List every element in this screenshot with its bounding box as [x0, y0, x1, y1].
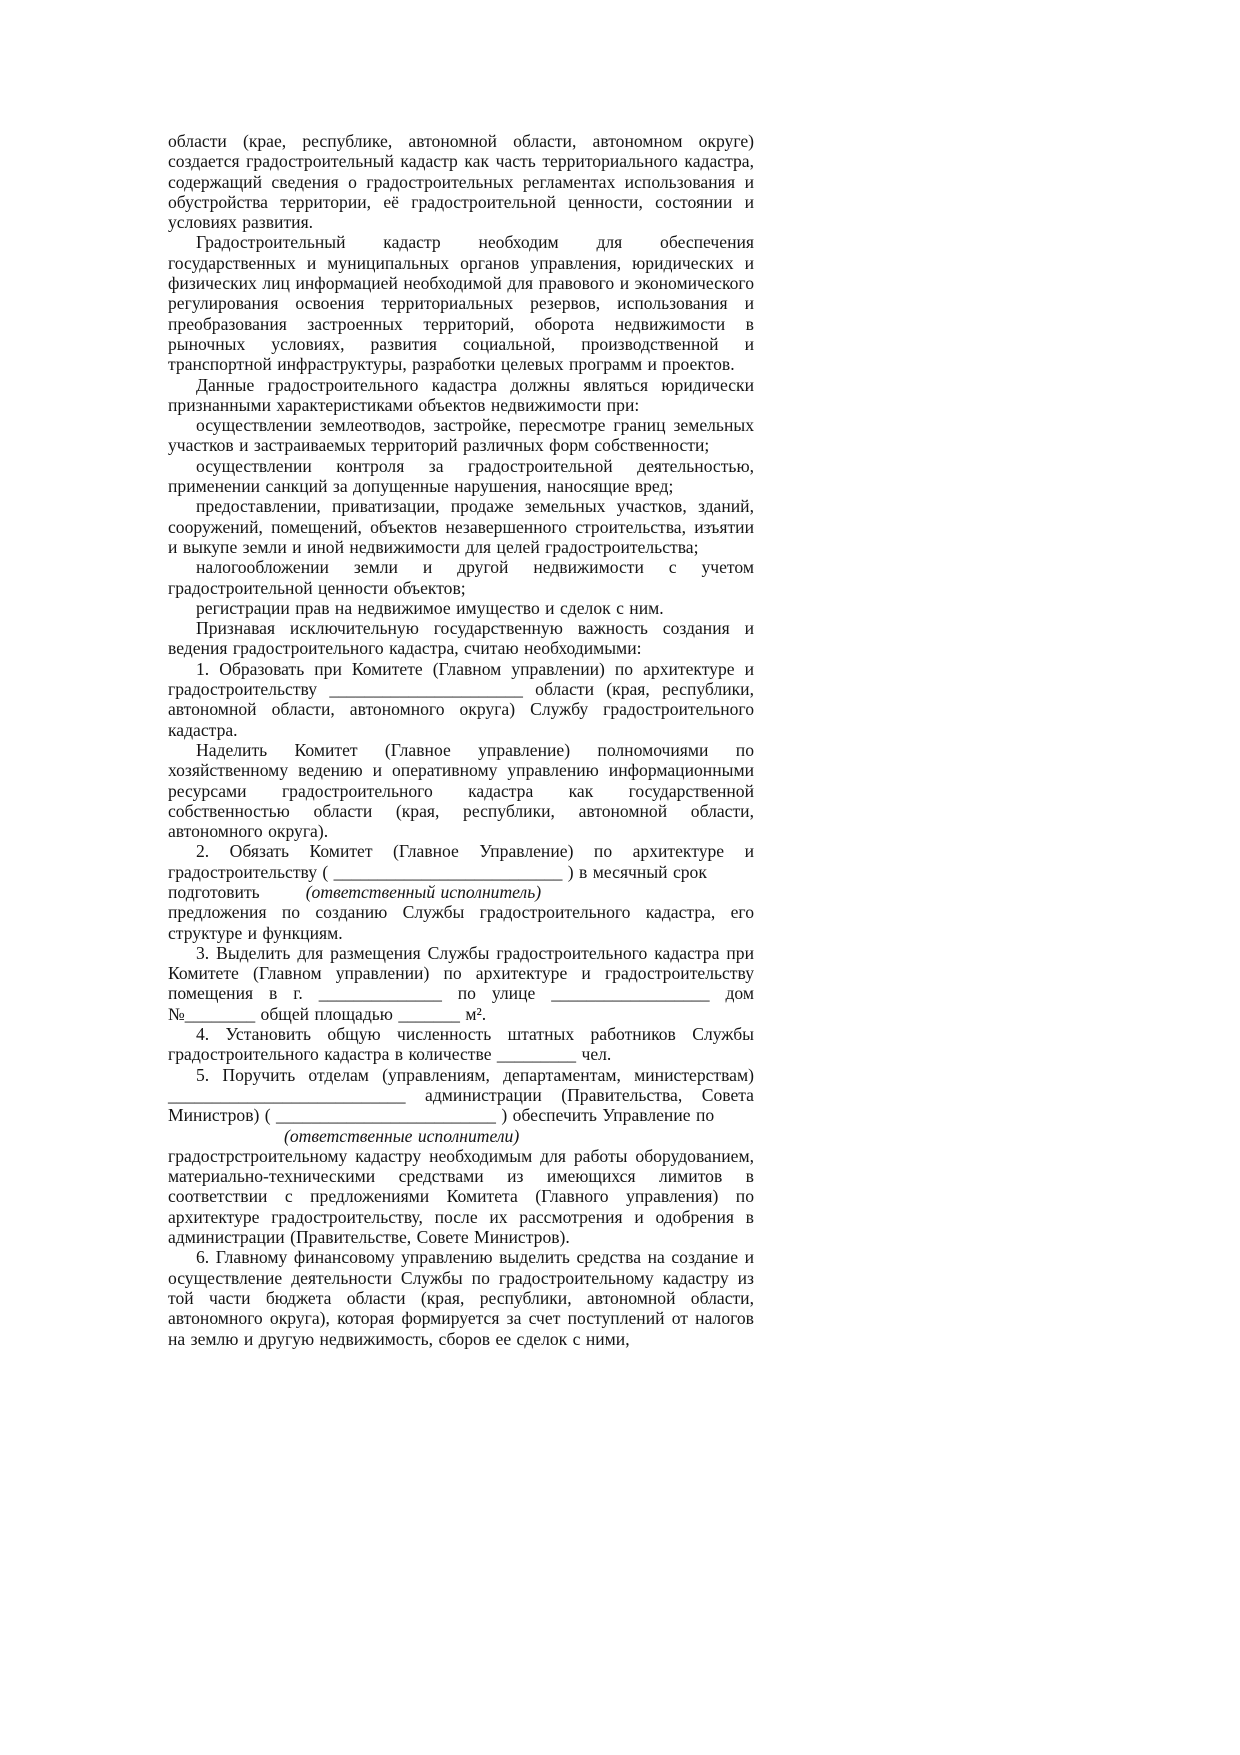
paragraph-list-item-2: осуществлении контроля за градостроительной деятельностью, применении санкций за допущенные нарушения, наносящие вред; [168, 455, 754, 497]
paragraph-item-2-continuation: предложения по созданию Службы градостроительного кадастра, его структуре и функциям. [168, 902, 754, 943]
paragraph-list-item-5: регистрации прав на недвижимое имущество и сделок с ним. [196, 597, 664, 618]
paragraph-item-1: 1. Образовать при Комитете (Главном управлении) по архитектуре и градостроительству ______________________ области (края, республики, автономной области, автономного округа) Службу градостроительного кадастра. [168, 658, 754, 740]
paragraph-item-5-continuation: градострстроительному кадастру необходимым для работы оборудованием, материально-техническими средствами из имеющихся лимитов в соответствии с предложениями Комитета (Главного управления) по архитектуре градостроительству, после их рассмотрения и одобрения в администрации (Правительстве, Совете Министров). [168, 1145, 754, 1248]
paragraph-continuation: области (крае, республике, автономной области, автономном округе) создается градостроительный кадастр как часть территориального кадастра, содержащий сведения о градостроительных регламентах использования и обустройства территории, её градостроительной ценности, состоянии и условиях развития. [168, 131, 754, 233]
paragraph-item-3: 3. Выделить для размещения Службы градостроительного кадастра при Комитете (Главном управлении) по архитектуре и градостроительству помещения в г. ______________ по улице __________________ дом №________ общей площадью _______ м². [168, 942, 754, 1024]
paragraph-item-6: 6. Главному финансовому управлению выделить средства на создание и осуществление деятельности Службы по градостроительному кадастру из той части бюджета области (края, республики, автономной области, автономного округа), которая формируется за счет поступлений от налогов на землю и другую недвижимость, сборов ее сделок с ними, [168, 1247, 754, 1349]
paragraph-list-item-4: налогообложении земли и другой недвижимости с учетом градостроительной ценности объектов; [168, 557, 754, 598]
paragraph-list-item-3: предоставлении, приватизации, продаже земельных участков, зданий, сооружений, помещений, объектов незавершенного строительства, изъятии и выкупе земли и иной недвижимости для целей градостроительства; [168, 496, 754, 557]
executor-note: (ответственные исполнители) [284, 1125, 520, 1146]
paragraph-data-legal: Данные градостроительного кадастра должны являться юридически признанными характеристиками объектов недвижимости при: [168, 374, 754, 415]
executor-note: (ответственный исполнитель) [305, 881, 542, 902]
paragraph-item-4: 4. Установить общую численность штатных работников Службы градостроительного кадастра в количестве _________ чел. [168, 1024, 754, 1065]
paragraph-item-2: 2. Обязать Комитет (Главное Управление) по архитектуре и градостроительству ( __________________________ ) в месячный срок [168, 841, 754, 882]
paragraph-item-5-executor-line [168, 1126, 754, 1146]
note-label: подготовить [168, 881, 260, 902]
paragraph-purpose: Градостроительный кадастр необходим для обеспечения государственных и муниципальных органов управления, юридических и физических лиц информацией необходимой для правового и экономического регулирования освоения территориальных резервов, использования и преобразования застроенных территорий, оборота недвижимости в рыночных условиях, развития социальной, производственной и транспортной инфраструктуры, разработки целевых программ и проектов. [168, 232, 754, 375]
paragraph-resolution-intro: Признавая исключительную государственную важность создания и ведения градостроительного кадастра, считаю необходимыми: [168, 618, 754, 659]
paragraph-item-5: 5. Поручить отделам (управлениям, департаментам, министерствам) ___________________________ администрации (Правительства, Совета Министров) ( _________________________ ) обеспечить Управление по [168, 1064, 754, 1126]
paragraph-item-2-executor-line [168, 882, 754, 902]
document-body [168, 131, 754, 1349]
paragraph-item-1a: Наделить Комитет (Главное управление) полномочиями по хозяйственному ведению и оперативному управлению информационными ресурсами градостроительного кадастра как государственной собственностью области (края, республики, автономной области, автономного округа). [168, 739, 754, 842]
paragraph-list-item-1: осуществлении землеотводов, застройке, пересмотре границ земельных участков и застраиваемых территорий различных форм собственности; [168, 415, 754, 456]
